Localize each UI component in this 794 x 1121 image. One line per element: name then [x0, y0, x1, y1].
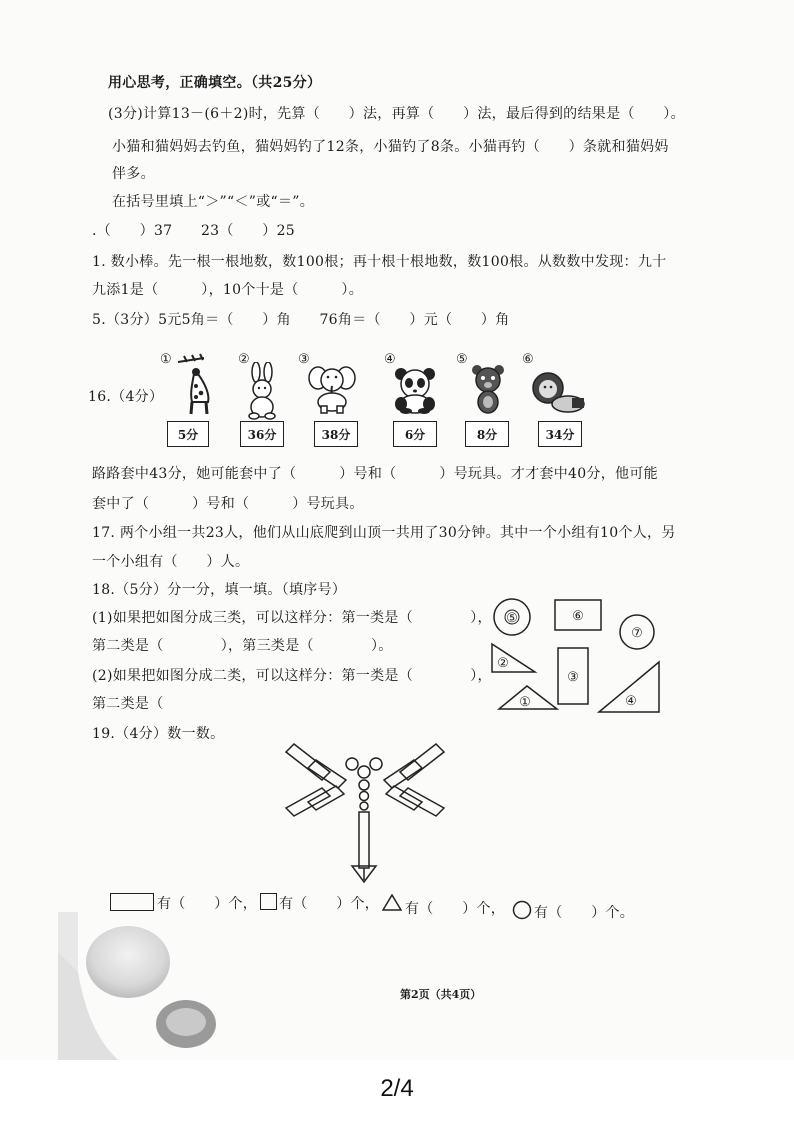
shape-label-6: ⑥	[572, 609, 584, 624]
question-15-line1: 1. 数小棒。先一根一根地数，数100根；再十根十根地数，数100根。从数数中发现：九十	[92, 254, 667, 270]
toy-number: ⑥	[522, 352, 534, 367]
lion-icon	[530, 372, 586, 414]
page-number: 2/4	[380, 1075, 414, 1102]
question-18-part1-line1: (1)如果把如图分成三类，可以这样分：第一类是（ ），	[92, 610, 492, 626]
toy-number: ④	[384, 352, 396, 367]
shape-label-2: ②	[497, 656, 509, 671]
score-card: 34分	[538, 421, 582, 447]
shapes-figure	[485, 592, 675, 720]
question-17-line2: 一个小组有（ ）人。	[92, 554, 250, 570]
section-title: 用心思考，正确填空。（共25分）	[108, 75, 322, 91]
question-14-intro: 在括号里填上“＞”“＜”或“＝”。	[112, 194, 315, 210]
question-18-part1-line2: 第二类是（ ），第三类是（ ）。	[92, 638, 393, 654]
answer-circle: 有（ ）个。	[534, 905, 635, 921]
score-card: 6分	[393, 421, 437, 447]
shape-label-1: ①	[519, 695, 531, 710]
shape-label-3: ③	[567, 670, 579, 685]
rectangle-icon	[110, 893, 154, 911]
giraffe-icon	[174, 352, 218, 418]
circle-icon	[512, 900, 532, 920]
bear-icon	[468, 362, 508, 416]
shape-label-5: ⑤	[506, 611, 518, 626]
panda-icon	[392, 366, 438, 414]
toy-number: ③	[298, 352, 310, 367]
toy-number: ①	[160, 352, 172, 367]
shape-label-7: ⑦	[631, 626, 643, 641]
question-16-label: 16.（4分）	[88, 389, 164, 405]
score-card: 36分	[240, 421, 284, 447]
question-money: 5.（3分）5元5角＝（ ）角 76角＝（ ）元（ ）角	[92, 312, 510, 328]
shape-label-4: ④	[625, 694, 637, 709]
answer-rect: 有（ ）个，	[157, 896, 258, 912]
thumb-shadow-decoration	[58, 912, 218, 1060]
question-16-line2: 套中了（ ）号和（ ）号玩具。	[92, 496, 364, 512]
question-14-items: .（ ）37 23（ ）25	[92, 223, 295, 239]
answer-triangle: 有（ ）个，	[405, 901, 506, 917]
question-18-part2-line1: (2)如果把如图分成二类，可以这样分：第一类是（ ），	[92, 668, 492, 684]
square-icon	[260, 893, 277, 910]
answer-square: 有（ ）个，	[279, 896, 380, 912]
question-17-line1: 17. 两个小组一共23人，他们从山底爬到山顶一共用了30分钟。其中一个小组有10个人，另	[92, 525, 676, 541]
question-19-title: 19.（4分）数一数。	[92, 726, 225, 742]
score-card: 38分	[314, 421, 358, 447]
elephant-icon	[308, 362, 356, 414]
question-18-part2-line2: 第二类是（	[92, 696, 164, 712]
question-16-line1: 路路套中43分，她可能套中了（ ）号和（ ）号玩具。才才套中40分，他可能	[92, 466, 658, 482]
score-card: 8分	[465, 421, 509, 447]
question-13-line2: 伴多。	[112, 166, 155, 182]
question-12: (3分)计算13－(6＋2)时，先算（ ）法，再算（ ）法，最后得到的结果是（ ）。	[108, 106, 685, 122]
dragonfly-figure	[280, 742, 450, 886]
question-18-title: 18.（5分）分一分，填一填。（填序号）	[92, 582, 347, 598]
rabbit-icon	[244, 362, 280, 420]
toy-number: ②	[238, 352, 250, 367]
page-footer: 第2页（共4页）	[400, 988, 482, 1001]
question-15-line2: 九添1是（ ），10个十是（ ）。	[92, 282, 364, 298]
score-card: 5分	[167, 421, 209, 447]
question-13-line1: 小猫和猫妈妈去钓鱼，猫妈妈钓了12条，小猫钓了8条。小猫再钓（ ）条就和猫妈妈	[112, 139, 669, 155]
triangle-icon	[382, 894, 402, 911]
toy-number: ⑤	[456, 352, 468, 367]
